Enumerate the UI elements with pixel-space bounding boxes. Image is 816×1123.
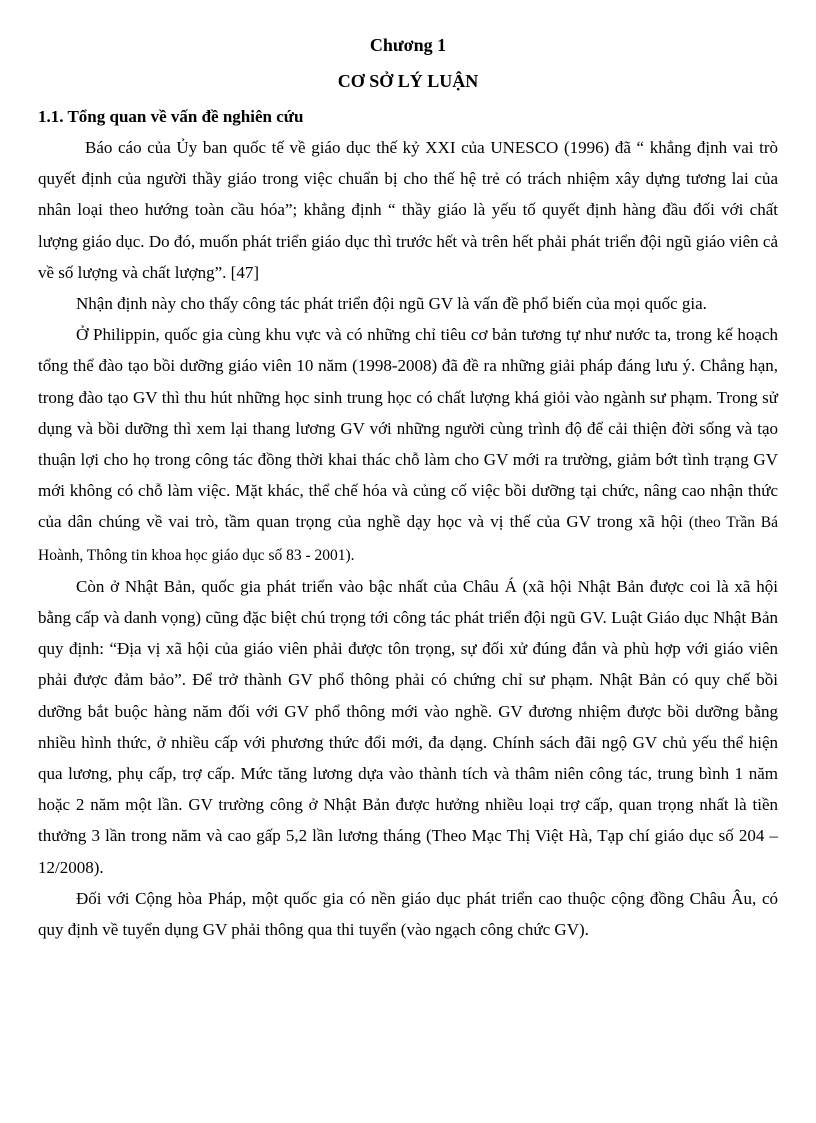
paragraph-japan: Còn ở Nhật Bản, quốc gia phát triển vào bậc nhất của Châu Á (xã hội Nhật Bản được coi là xã hội bằng cấp và danh vọng) cũng đặc biệt chú trọng tới công tác phát triển đội ngũ GV. Luật Giáo dục Nhật Bản quy định: “Địa vị xã hội của giáo viên phải được tôn trọng, sự đối xử đúng đắn và phù hợp với giáo viên phải được đảm bảo”. Để trở thành GV phổ thông phải có chứng chỉ sư phạm. Nhật Bản có quy chế bồi dưỡng bắt buộc hàng năm đối với GV phổ thông mới vào nghề. GV đương nhiệm được bồi dưỡng bằng nhiều hình thức, ở nhiều cấp với phương thức đổi mới, đa dạng. Chính sách đãi ngộ GV chủ yếu thể hiện qua lương, phụ cấp, trợ cấp. Mức tăng lương dựa vào thành tích và thâm niên công tác, trung bình 1 năm hoặc 2 năm một lần. GV trường công ở Nhật Bản được hưởng nhiều loại trợ cấp, quan trọng nhất là tiền thưởng 3 lần trong năm và cao gấp 5,2 lần lương tháng (Theo Mạc Thị Việt Hà, Tạp chí giáo dục số 204 – 12/2008). [38, 576, 778, 877]
chapter-number: Chương 1 [369, 35, 447, 55]
paragraph-philippines [38, 319, 778, 571]
paragraph-observation: Nhận định này cho thấy công tác phát triển đội ngũ GV là vấn đề phổ biến của mọi quốc gia. [76, 294, 707, 314]
citation-tran-ba-hoanh: (theo Trần Bá Hoành, Thông tin khoa học giáo dục số 83 - 2001). [38, 514, 778, 564]
document-page [38, 30, 778, 945]
paragraph-philippines-text: Ở Philippin, quốc gia cùng khu vực và có những chỉ tiêu cơ bản tương tự như nước ta, trong kế hoạch tổng thể đào tạo bồi dưỡng giáo viên 10 năm (1998-2008) đã đề ra những giải pháp đáng lưu ý. Chẳng hạn, trong đào tạo GV thì thu hút những học sinh trung học có chất lượng khá giỏi vào ngành sư phạm. Trong sử dụng và bồi dưỡng thì xem lại thang lương GV với những người cùng trình độ để cải thiện đời sống và tạo thuận lợi cho họ trong công tác đồng thời khai thác chỗ làm cho GV mới ra trường, giảm bớt tình trạng GV mới không có chỗ làm việc. Mặt khác, thể chế hóa và củng cố việc bồi dưỡng tại chức, nâng cao nhận thức của dân chúng về vai trò, tầm quan trọng của nghề dạy học và vị thế của GV trong xã hội [38, 325, 778, 532]
paragraph-unesco: Báo cáo của Ủy ban quốc tế về giáo dục thế kỷ XXI của UNESCO (1996) đã “ khẳng định vai trò quyết định của người thầy giáo trong việc chuẩn bị cho thế hệ trẻ có trách nhiệm xây dựng tương lai của nhân loại theo hướng toàn cầu hóa”; khẳng định “ thầy giáo là yếu tố quyết định hàng đầu đối với chất lượng giáo dục. Do đó, muốn phát triển giáo dục thì trước hết và trên hết phải phát triển đội ngũ giáo viên cả về số lượng và chất lượng”. [47] [38, 138, 778, 282]
chapter-title: CƠ SỞ LÝ LUẬN [337, 71, 479, 91]
paragraph-france: Đối với Cộng hòa Pháp, một quốc gia có nền giáo dục phát triển cao thuộc cộng đồng Châu Âu, có quy định về tuyển dụng GV phải thông qua thi tuyển (vào ngạch công chức GV). [38, 888, 778, 940]
section-heading: 1.1. Tổng quan về vấn đề nghiên cứu [38, 107, 304, 126]
